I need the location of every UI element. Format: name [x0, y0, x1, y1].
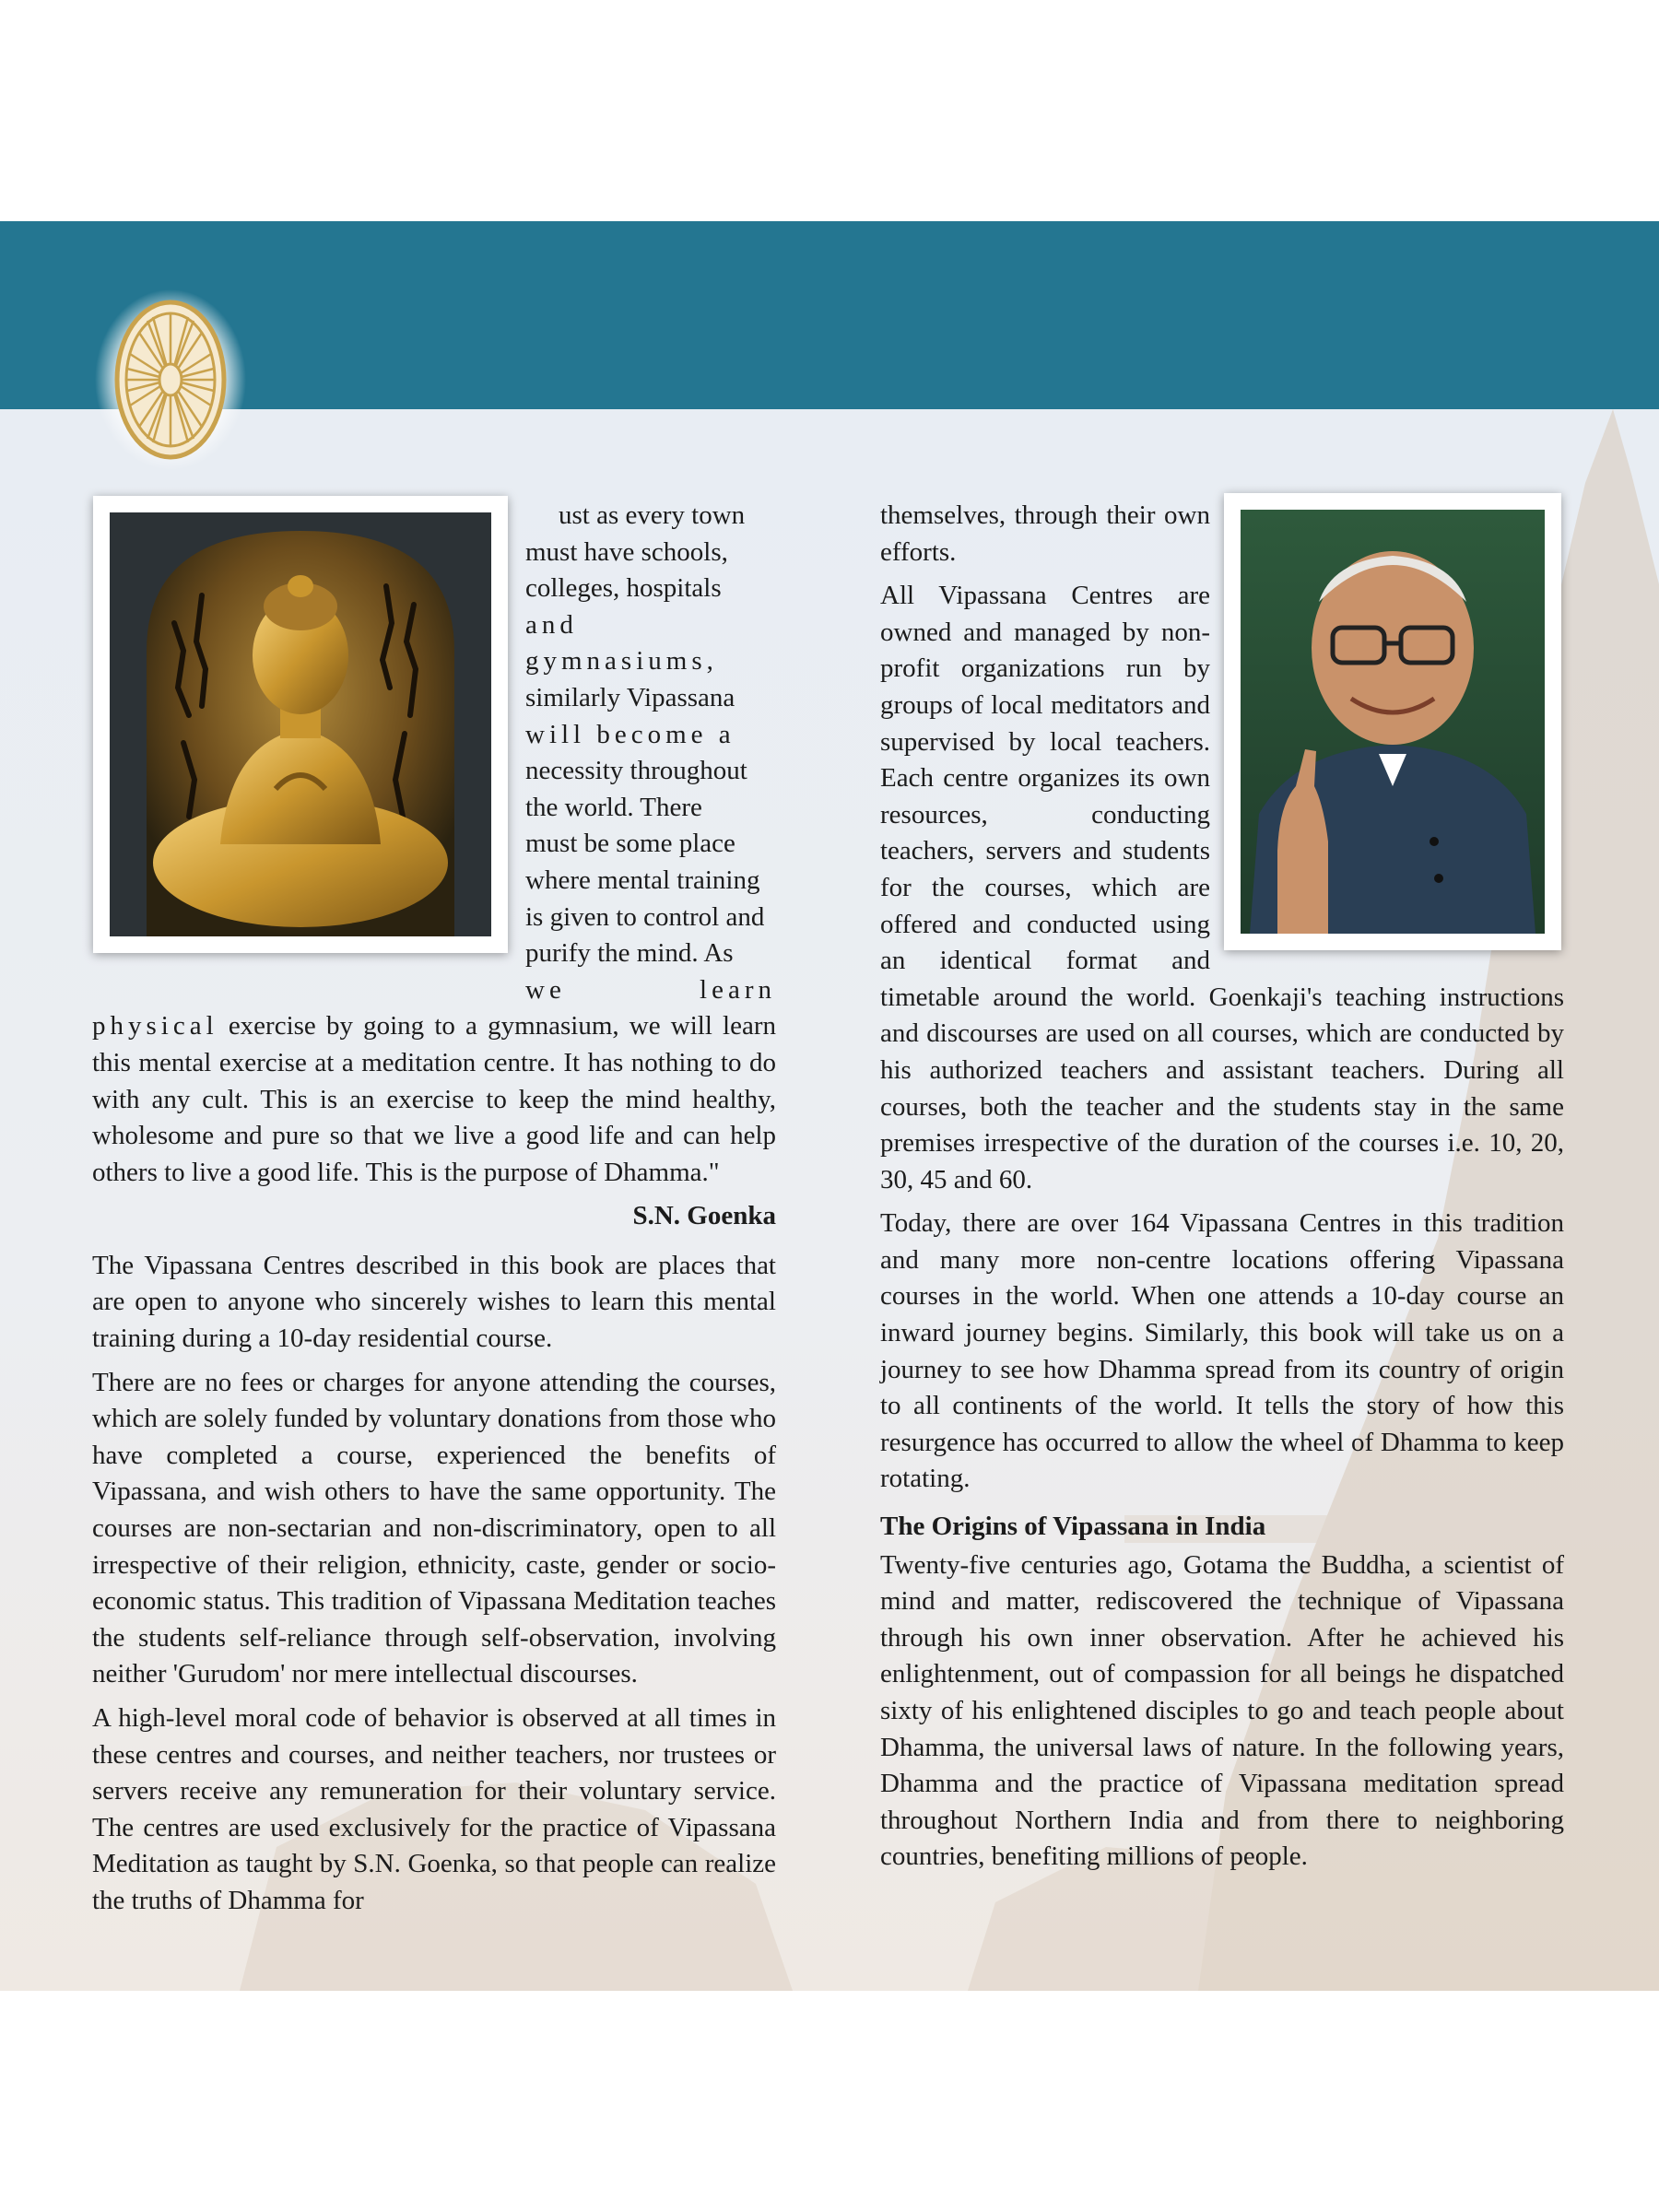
paragraph-moral-code: A high-level moral code of behavior is observed at all times in these centres and courses, and neither teachers, nor trustees or servers receive any remuneration for their voluntary service. The centres are used exclusively for the practice of Vipassana Meditation as taught by S.N. Goenka, so that people can realize the truths of Dhamma for: [92, 1703, 776, 1915]
top-margin: [0, 0, 1659, 221]
quote-line-8: the world. There: [525, 792, 702, 822]
paragraph-ownership: All Vipassana Centres are owned and managed by non-profit organizations run by groups of local meditators and supervised by local teachers. Each centre organizes its own resources, conducting teachers, servers and students for the courses, which are offered and conducted using an identical format and timetable around the world. Goenkaji's teaching instructions and discourses are used on all courses, which are conducted by his authorized teachers and assistant teachers. During all courses, both the teacher and the students stay in the same premises irrespective of the duration of the courses i.e. 10, 20, 30, 45 and 60.: [880, 581, 1564, 1194]
quote-line-3: colleges, hospitals: [525, 573, 722, 604]
section-heading-origins: The Origins of Vipassana in India: [880, 1512, 1266, 1542]
quote-rest: exercise by going to a gymnasium, we will learn this mental exercise at a meditation centre. It has nothing to do with any cult. This is an exercise to keep the mind healthy, wholesome and pure so that we live a good life and can help others to live a good life. This is the purpose of Dhamma.": [92, 1011, 776, 1187]
quote-line-1: ust as every town: [559, 500, 746, 530]
paragraph-themselves: themselves, through their own efforts.: [880, 500, 1210, 567]
quote-author: S.N. Goenka: [632, 1201, 776, 1231]
quote-line-9: must be some place: [525, 829, 735, 859]
dhamma-wheel-icon: [92, 288, 249, 472]
quote-line-10: where mental training: [525, 865, 760, 895]
paragraph-today: Today, there are over 164 Vipassana Centres in this tradition and many more non-centre locations offering Vipassana courses in the world. When one attends a 10-day course an inward journey begins. Similarly, this book will take us on a journey to see how Dhamma spread from its country of origin to all continents of the world. It tells the story of how this resurgence has occurred to allow the wheel of Dhamma to keep rotating.: [880, 1208, 1564, 1494]
quote-line-13: we learn physical: [92, 974, 776, 1041]
quote-line-2: must have schools,: [525, 536, 728, 567]
quote-line-4: and gymnasiums,: [525, 609, 718, 677]
quote-line-12: purify the mind. As: [525, 938, 734, 969]
quote-line-11: is given to control and: [525, 901, 765, 932]
goenka-photo-space: [1210, 498, 1564, 959]
bottom-margin: [0, 1991, 1659, 2212]
header-banner: [0, 221, 1659, 409]
paragraph-centres: The Vipassana Centres described in this book are places that are open to anyone who sincerely wishes to learn this mental training during a 10-day residential course.: [92, 1250, 776, 1354]
quote-line-5: similarly Vipassana: [525, 682, 735, 712]
quote-line-7: necessity throughout: [525, 756, 747, 786]
right-column: [880, 498, 1564, 1883]
buddha-photo-space: [92, 498, 525, 984]
paragraph-origins: Twenty-five centuries ago, Gotama the Buddha, a scientist of mind and matter, rediscovered the technique of Vipassana through his own inner observation. After he achieved his enlightenment, out of compassion for all beings he dispatched sixty of his enlightened disciples to go and teach people about Dhamma, the universal laws of nature. In the following years, Dhamma and the practice of Vipassana meditation spread throughout Northern India and from there to neighboring countries, benefiting millions of people.: [880, 1549, 1564, 1872]
paragraph-fees: There are no fees or charges for anyone attending the courses, which are solely funded by voluntary donations from those who have completed a course, experienced the benefits of Vipassana, and wish others to have the same opportunity. The courses are non-sectarian and non-discriminatory, open to all irrespective of their religion, ethnicity, caste, gender or socio-economic status. This tradition of Vipassana Meditation teaches the students self-reliance through self-observation, involving neither 'Gurudom' nor mere intellectual discourses.: [92, 1367, 776, 1689]
left-column: [92, 498, 776, 1927]
quote-line-6: will become a: [525, 719, 735, 749]
